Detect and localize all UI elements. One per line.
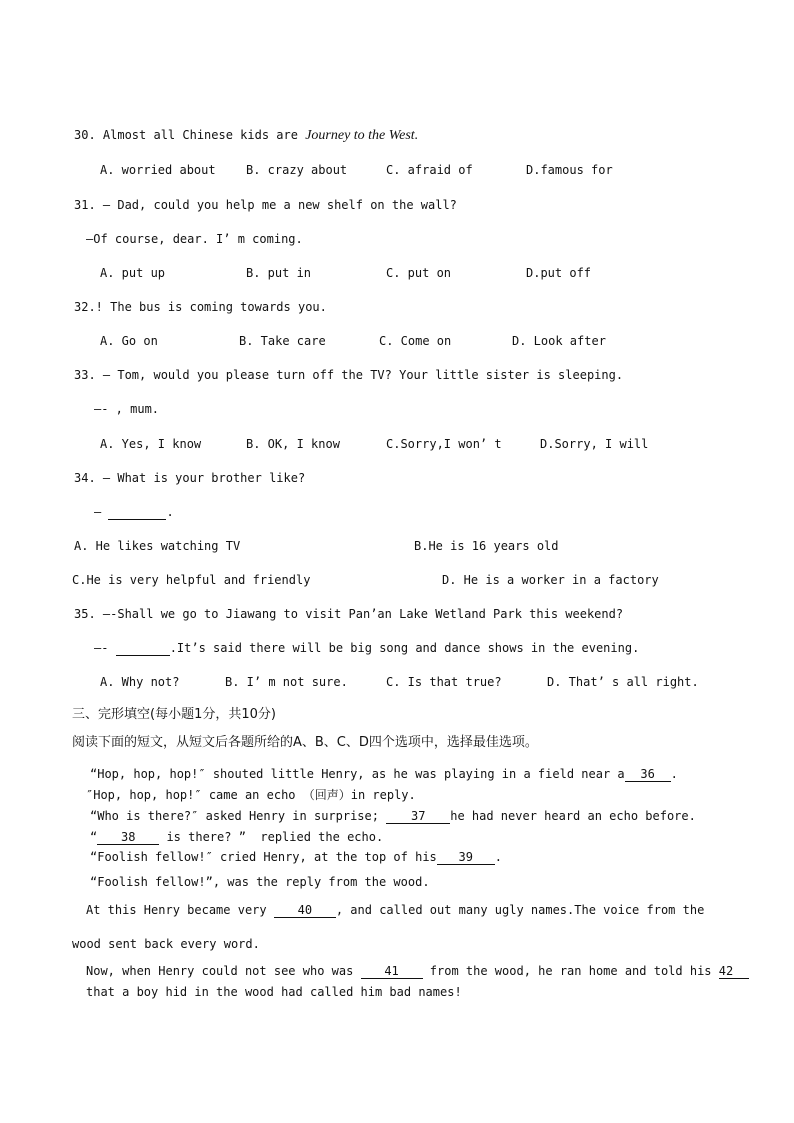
passage-text: “ xyxy=(90,830,98,844)
passage-line-2: ″Hop, hop, hop!″ came an echo （回声）in reply. xyxy=(86,788,416,802)
q32-line1: 32.! The bus is coming towards you. xyxy=(74,300,327,314)
passage-line-5 xyxy=(90,849,502,865)
q35-option-b: B. I’ m not sure. xyxy=(225,675,348,689)
passage-text: , and called out many ugly names.The voice from the xyxy=(335,903,705,917)
blank-39[interactable]: 39 xyxy=(437,851,495,865)
passage-period: . xyxy=(670,767,678,781)
q32-option-b: B. Take care xyxy=(239,334,326,348)
q34-dash: — xyxy=(94,505,102,519)
section-heading: 三、完形填空(每小题1分，共10分) xyxy=(72,707,276,722)
q30-option-d: D.famous for xyxy=(526,163,613,177)
q35-dash: —- xyxy=(94,641,109,655)
q30-stem xyxy=(74,127,418,144)
blank-38[interactable]: 38 xyxy=(97,831,159,845)
q35-option-a: A. Why not? xyxy=(100,675,180,689)
passage-line-8: wood sent back every word. xyxy=(72,937,260,951)
passage-text: “Who is there?″ asked Henry in surprise; xyxy=(90,809,387,823)
passage-line-10: that a boy hid in the wood had called him bad names! xyxy=(86,985,462,999)
q33-option-a: A. Yes, I know xyxy=(100,437,202,451)
passage-text: At this Henry became very xyxy=(86,903,274,917)
q35-option-c: C. Is that true? xyxy=(386,675,502,689)
q31-option-b: B. put in xyxy=(246,266,312,280)
q34-option-b: B.He is 16 years old xyxy=(414,539,559,553)
passage-text: from the wood, he ran home and told his xyxy=(422,964,719,978)
q33-option-c: C.Sorry,I won’ t xyxy=(386,437,502,451)
q31-option-d: D.put off xyxy=(526,266,592,280)
q30-stem-text: 30. Almost all Chinese kids are xyxy=(74,128,306,142)
section-instruction: 阅读下面的短文，从短文后各题所给的A、B、C、D四个选项中，选择最佳选项。 xyxy=(72,735,538,750)
passage-text: “Foolish fellow!″ cried Henry, at the top of his xyxy=(90,850,437,864)
q35-answer-blank[interactable] xyxy=(116,642,170,656)
passage-line-3 xyxy=(90,808,696,824)
q34-option-d: D. He is a worker in a factory xyxy=(442,573,659,587)
passage-text: Now, when Henry could not see who was xyxy=(86,964,361,978)
q32-option-a: A. Go on xyxy=(100,334,158,348)
q33-line1: 33. — Tom, would you please turn off the TV? Your little sister is sleeping. xyxy=(74,368,624,382)
passage-text: “Hop, hop, hop!″ shouted little Henry, as he was playing in a field near a xyxy=(90,767,625,781)
q31-option-a: A. put up xyxy=(100,266,166,280)
q32-option-c: C. Come on xyxy=(379,334,452,348)
passage-line-1 xyxy=(90,766,678,782)
passage-text: is there? ” replied the echo. xyxy=(159,830,384,844)
q34-option-a: A. He likes watching TV xyxy=(74,539,241,553)
q30-option-c: C. afraid of xyxy=(386,163,473,177)
passage-line-4 xyxy=(90,829,383,845)
q33-option-b: B. OK, I know xyxy=(246,437,340,451)
q31-line1: 31. — Dad, could you help me a new shelf on the wall? xyxy=(74,198,457,212)
passage-line-9 xyxy=(86,963,749,979)
q33-option-d: D.Sorry, I will xyxy=(540,437,649,451)
blank-40[interactable]: 40 xyxy=(274,904,336,918)
q30-option-b: B. crazy about xyxy=(246,163,348,177)
passage-line-6: “Foolish fellow!”, was the reply from the wood. xyxy=(90,875,430,889)
q34-period: . xyxy=(166,505,174,519)
blank-42[interactable]: 42 xyxy=(719,965,749,979)
q35-line2 xyxy=(94,640,639,656)
q35-option-d: D. That’ s all right. xyxy=(547,675,699,689)
blank-37[interactable]: 37 xyxy=(386,810,450,824)
q33-line2: —- , mum. xyxy=(94,402,160,416)
q34-line2 xyxy=(94,504,174,520)
q35-line1: 35. —-Shall we go to Jiawang to visit Pan’an Lake Wetland Park this weekend? xyxy=(74,607,624,621)
q34-answer-blank[interactable] xyxy=(108,506,166,520)
q31-line2: —Of course, dear. I’ m coming. xyxy=(86,232,303,246)
blank-36[interactable]: 36 xyxy=(625,768,671,782)
passage-text: he had never heard an echo before. xyxy=(450,809,696,823)
q35-rest: .It’s said there will be big song and dance shows in the evening. xyxy=(169,641,640,655)
q34-option-c: C.He is very helpful and friendly xyxy=(72,573,311,587)
q31-option-c: C. put on xyxy=(386,266,452,280)
q30-option-a: A. worried about xyxy=(100,163,216,177)
passage-line-7 xyxy=(86,902,704,918)
passage-period: . xyxy=(494,850,503,864)
q34-line1: 34. — What is your brother like? xyxy=(74,471,306,485)
q32-option-d: D. Look after xyxy=(512,334,606,348)
q30-title: Journey to the West. xyxy=(305,128,419,143)
blank-41[interactable]: 41 xyxy=(361,965,423,979)
